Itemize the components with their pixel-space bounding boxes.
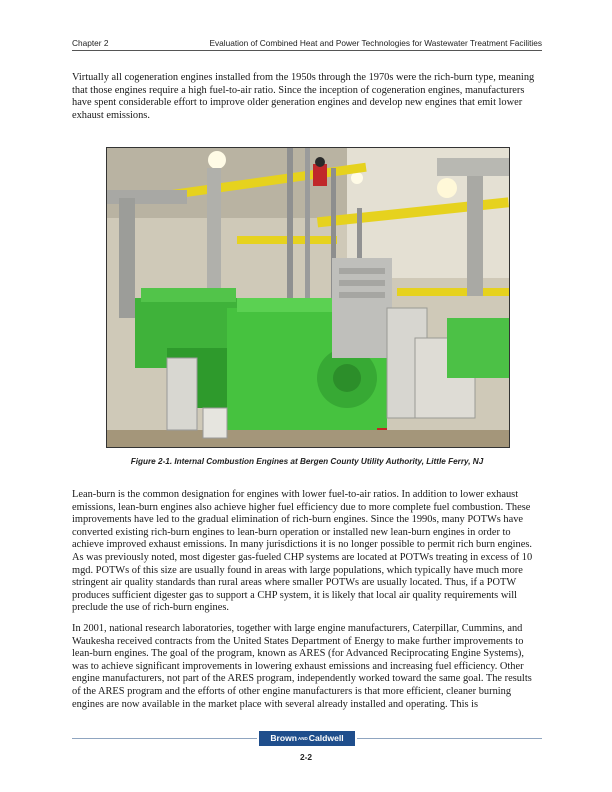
paragraph-ares-program: In 2001, national research laboratories, together with large engine manufacturers, Caterpillar, Cummins, and Waukesha received contracts from the United States Department of Energy to make further improvements to lean-burn engines. The goal of the program, known as ARES (for Advanced Reciprocating Engine Systems), was to achieve significant improvements in lowering exhaust emissions and increasing fuel efficiency. Other engine manufacturers, not part of the ARES program, independently worked toward the same goal. The results of the ARES program and the efforts of other engine manufacturers is that more efficient, cleaner burning engines are now available in the market place with several already installed and operating. This is [72, 623, 532, 710]
paragraph-lean-burn: Lean-burn is the common designation for engines with lower fuel-to-air ratios. In addition to lower exhaust emissions, lean-burn engines also achieve higher fuel efficiency due to more complete fuel combustion. These improvements have led to the gradual elimination of rich-burn engines. Since the 1990s, many POTWs have converted existing rich-burn engines to lean-burn operation or installed new lean-burn engines in order to achieve improved exhaust emissions. In many jurisdictions it is no longer possible to permit rich burn engines. As was previously noted, most digester gas-fueled CHP systems are located at POTWs treating in excess of 10 mgd. POTWs of this size are usually found in areas with large populations, which typically have much more stringent air quality standards than rural areas where smaller POTWs are usually located. Thus, if a POTW produces sufficient digester gas to support a CHP system, it is likely that local air quality requirements will preclude the use of rich-burn engines. [72, 489, 533, 614]
logo-text-caldwell: Caldwell [308, 733, 344, 743]
footer-divider-left [72, 738, 257, 739]
paragraph-cogeneration-history: Virtually all cogeneration engines installed from the 1950s through the 1970s were the rich-burn type, meaning that those engines require a high fuel-to-air ratio. Since the inception of cogeneration engines, manufacturers have spent considerable effort to improve older generation engines and develop new engines that emit lower exhaust emissions. [72, 72, 535, 121]
page-number: 2-2 [299, 752, 313, 762]
footer-divider-right [357, 738, 542, 739]
header-divider [72, 50, 542, 51]
document-title: Evaluation of Combined Heat and Power Technologies for Wastewater Treatment Facilities [209, 38, 542, 48]
figure-caption: Figure 2-1. Internal Combustion Engines at Bergen County Utility Authority, Little Ferry, NJ [130, 457, 484, 466]
engine-photo [106, 147, 510, 448]
brown-and-caldwell-logo [259, 731, 355, 746]
logo-text-and: AND [298, 736, 308, 742]
engine-room-illustration [107, 148, 509, 447]
chapter-label: Chapter 2 [72, 38, 109, 48]
logo-text-brown: Brown [270, 733, 298, 743]
